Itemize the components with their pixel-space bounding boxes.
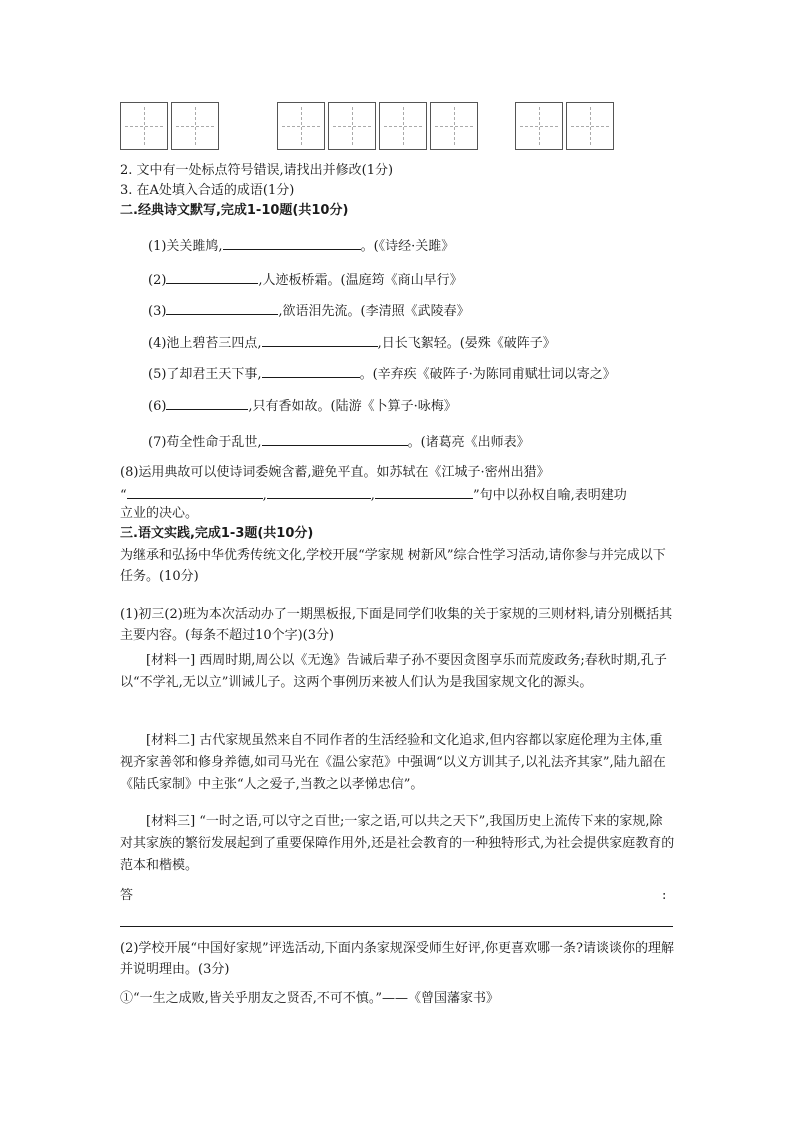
grid-cell[interactable] xyxy=(566,102,614,150)
grid-cell[interactable] xyxy=(328,102,376,150)
task-1-prompt: (1)初三(2)班为本次活动办了一期黑板报,下面是同学们收集的关于家规的三则材料,请分别概括其主要内容。(每条不超过10个字)(3分) xyxy=(120,607,673,643)
grid-cell[interactable] xyxy=(379,102,427,150)
answer-blank[interactable] xyxy=(166,270,258,284)
answer-blank[interactable] xyxy=(127,485,263,499)
grid-cell[interactable] xyxy=(277,102,325,150)
poem-text: (6) xyxy=(148,399,167,414)
material-3: [材料三] “一时之语,可以守之百世;一家之语,可以共之天下”,我国历史上流传下来的家规,除对其家族的繁衍发展起到了重要保障作用外,还是社会教育的一种独特形式,为社会提供家庭教育的范本和楷模。 xyxy=(120,814,675,873)
poem-text: (7)苟全性命于乱世, xyxy=(148,435,262,450)
poem-source: ,人迹板桥霜。(温庭筠《商山早行》 xyxy=(258,273,463,288)
poem-item-8-line1: (8)运用典故可以使诗词委婉含蓄,避免平直。如苏轼在《江城子·密州出猎》 xyxy=(120,465,550,480)
grid-group-2 xyxy=(277,102,481,150)
answer-line[interactable] xyxy=(120,926,673,927)
section-2-heading: 二.经典诗文默写,完成1-10题(共10分) xyxy=(120,203,349,218)
grid-cell[interactable] xyxy=(120,102,168,150)
grid-group-1 xyxy=(120,102,222,150)
section-3-intro: 为继承和弘扬中华优秀传统文化,学校开展“学家规 树新风”综合性学习活动,请你参与并完成以下任务。(10分) xyxy=(120,548,666,584)
separator: , xyxy=(370,488,375,503)
poem-text: (5)了却君王天下事, xyxy=(148,367,262,382)
poem-source: 。(诸葛亮《出师表》 xyxy=(407,435,530,450)
answer-blank[interactable] xyxy=(262,364,360,378)
grid-cell[interactable] xyxy=(430,102,478,150)
poem-item-4 xyxy=(148,333,556,353)
poem-item-1 xyxy=(148,236,454,256)
poem-item-5 xyxy=(148,364,616,384)
poem-item-6 xyxy=(148,396,457,416)
poem-text: (4)池上碧苔三四点, xyxy=(148,336,262,351)
poem-item-8-line2 xyxy=(120,485,627,505)
poem-item-2 xyxy=(148,270,463,290)
question-2: 2. 文中有一处标点符号错误,请找出并修改(1分) xyxy=(120,163,394,178)
material-1: [材料一] 西周时期,周公以《无逸》告诫后辈子孙不要因贪图享乐而荒废政务;春秋时期,孔子以“不学礼,无以立”训诫儿子。这两个事例历来被人们认为是我国家规文化的源头。 xyxy=(120,653,667,690)
answer-blank[interactable] xyxy=(166,301,278,315)
grid-group-3 xyxy=(515,102,617,150)
answer-blank[interactable] xyxy=(262,333,378,347)
poem-source: ,欲语泪先流。(李清照《武陵春》 xyxy=(278,304,470,319)
poem-source: 。(《诗经·关雎》 xyxy=(360,239,455,254)
poem-text: (2) xyxy=(148,273,167,288)
answer-blank[interactable] xyxy=(267,485,371,499)
material-2: [材料二] 古代家规虽然来自不同作者的生活经验和文化追求,但内容都以家庭伦理为主体,重视齐家善邻和修身养德,如司马光在《温公家范》中强调“以义方训其子,以礼法齐其家”,陆九韶在《陆氏家制》中主张“人之爱子,当教之以孝悌忠信”。 xyxy=(120,733,666,792)
poem-item-3 xyxy=(148,301,470,321)
poem-text: (1)关关雎鸠, xyxy=(148,239,223,254)
section-3-heading: 三.语文实践,完成1-3题(共10分) xyxy=(120,526,314,541)
quote-mark: “ xyxy=(120,488,127,503)
grid-cell[interactable] xyxy=(515,102,563,150)
answer-colon: : xyxy=(662,888,667,903)
poem-item-8-line3: 立业的决心。 xyxy=(120,506,199,521)
answer-blank[interactable] xyxy=(262,432,408,446)
poem-item-8-tail: ”句中以孙权自喻,表明建功 xyxy=(472,488,627,503)
poem-source: ,只有香如故。(陆游《卜算子·咏梅》 xyxy=(248,399,457,414)
answer-label: 答 xyxy=(120,888,134,903)
poem-text: (3) xyxy=(148,304,167,319)
separator: , xyxy=(262,488,267,503)
family-rule-1: ①“一生之成败,皆关乎朋友之贤否,不可不慎。”——《曾国藩家书》 xyxy=(120,991,500,1006)
answer-grid xyxy=(0,102,794,152)
task-2-prompt: (2)学校开展“中国好家规”评选活动,下面内条家规深受师生好评,你更喜欢哪一条?请谈谈你的理解并说明理由。(3分) xyxy=(120,941,674,977)
question-3: 3. 在A处填入合适的成语(1分) xyxy=(120,183,295,198)
answer-blank[interactable] xyxy=(223,236,361,250)
answer-blank[interactable] xyxy=(166,396,248,410)
poem-item-7 xyxy=(148,432,530,452)
poem-source: 。(辛弃疾《破阵子·为陈同甫赋壮词以寄之》 xyxy=(359,367,616,382)
answer-blank[interactable] xyxy=(375,485,473,499)
grid-cell[interactable] xyxy=(171,102,219,150)
poem-source: ,日长飞絮轻。(晏殊《破阵子》 xyxy=(377,336,556,351)
